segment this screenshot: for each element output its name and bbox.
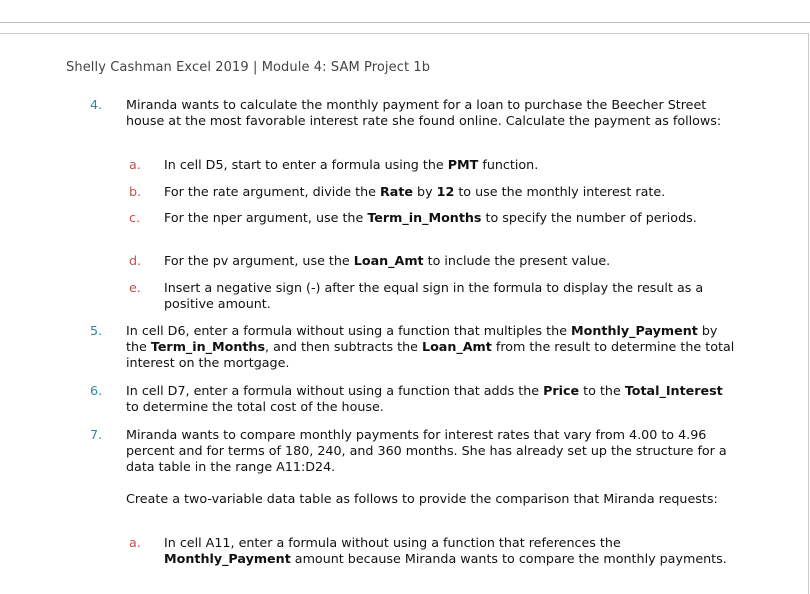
step-text: In cell D6, enter a formula without using a function that multiples the Monthly_Payment by the Term_in_Months, and then subtracts the Loan_Amt from the result to determine the total interest on the mortgage. — [126, 323, 735, 370]
sub-letter: b. — [129, 184, 142, 199]
document-page — [0, 33, 809, 594]
sub-text: For the rate argument, divide the Rate by 12 to use the monthly interest rate. — [164, 184, 666, 199]
step-text: Miranda wants to calculate the monthly payment for a loan to purchase the Beecher Street house at the most favorable interest rate she found online. Calculate the payment as follows: — [126, 97, 722, 128]
sub-letter: a. — [129, 157, 141, 172]
sub-letter: c. — [129, 210, 141, 225]
sub-text: For the nper argument, use the Term_in_Months to specify the number of periods. — [164, 210, 697, 225]
step-number: 4. — [90, 97, 103, 112]
top-band — [0, 0, 810, 23]
step-number: 6. — [90, 383, 103, 398]
sub-text: In cell D5, start to enter a formula using the PMT function. — [164, 157, 539, 172]
sub-letter: e. — [129, 280, 141, 295]
step-text: In cell D7, enter a formula without using a function that adds the Price to the Total_Interest to determine the total cost of the house. — [126, 383, 723, 414]
step-text: Create a two-variable data table as follows to provide the comparison that Miranda requests: — [126, 491, 718, 506]
document-header: Shelly Cashman Excel 2019 | Module 4: SAM Project 1b — [66, 60, 431, 75]
step-text: Miranda wants to compare monthly payments for interest rates that vary from 4.00 to 4.96 percent and for terms of 180, 240, and 360 months. She has already set up the structure for a data table in the range A11:D24. — [126, 427, 727, 474]
sub-text: In cell A11, enter a formula without using a function that references the Monthly_Payment amount because Miranda wants to compare the monthly payments. — [164, 535, 727, 566]
sub-text: Insert a negative sign (-) after the equal sign in the formula to display the result as a positive amount. — [164, 280, 704, 311]
step-number: 5. — [90, 323, 103, 338]
sub-text: For the pv argument, use the Loan_Amt to include the present value. — [164, 253, 611, 268]
sub-letter: d. — [129, 253, 142, 268]
sub-letter: a. — [129, 535, 141, 550]
step-number: 7. — [90, 427, 103, 442]
